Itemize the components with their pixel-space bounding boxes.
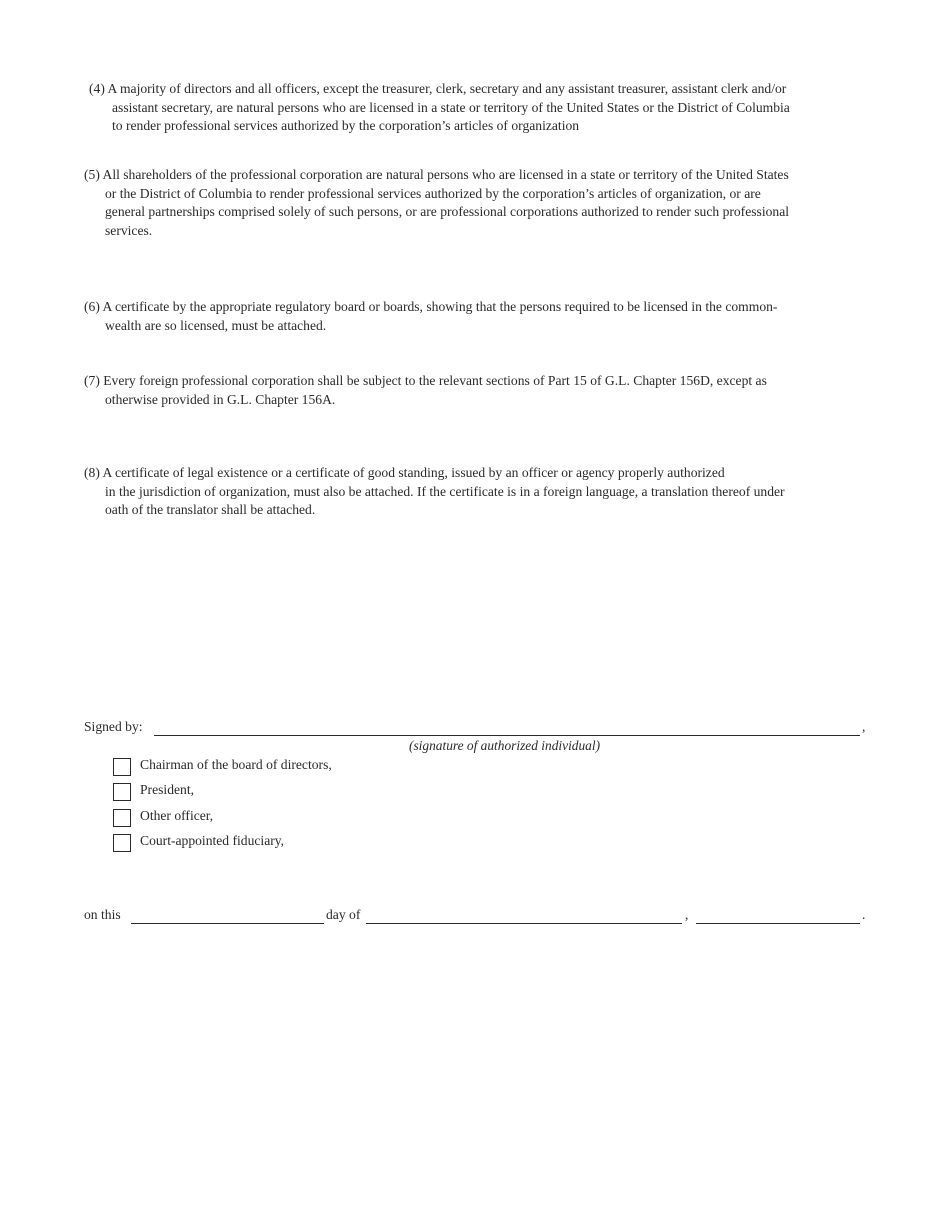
- signed-by-label: Signed by:: [84, 719, 143, 734]
- provision-line: general partnerships comprised solely of such persons, or are professional corporations authorized to render such professional: [105, 204, 790, 220]
- provision-8: [84, 464, 785, 520]
- signature-trailing-comma: ,: [862, 719, 866, 734]
- provision-7: [84, 372, 767, 409]
- provision-6: [84, 298, 777, 335]
- date-comma: ,: [685, 907, 689, 922]
- chairman-checkbox[interactable]: [113, 758, 131, 776]
- provision-line: wealth are so licensed, must be attached.: [105, 317, 327, 333]
- provision-4: [89, 80, 790, 136]
- other-officer-checkbox[interactable]: [113, 809, 131, 827]
- provision-line: otherwise provided in G.L. Chapter 156A.: [105, 391, 336, 407]
- provision-line: in the jurisdiction of organization, must also be attached. If the certificate is in a foreign language, a translation thereof under: [105, 483, 785, 499]
- president-checkbox[interactable]: [113, 783, 131, 801]
- day-of-label: day of: [326, 907, 361, 922]
- month-field[interactable]: [366, 923, 682, 924]
- capacity-label: Court-appointed fiduciary,: [140, 833, 285, 848]
- fiduciary-checkbox[interactable]: [113, 834, 131, 852]
- provision-line: oath of the translator shall be attached.: [105, 502, 316, 518]
- signature-caption: (signature of authorized individual): [409, 738, 601, 753]
- provision-line: to render professional services authorized by the corporation’s articles of organization: [112, 118, 580, 134]
- provision-line: services.: [105, 222, 153, 238]
- provision-line: (6) A certificate by the appropriate regulatory board or boards, showing that the persons required to be licensed in the common-: [84, 299, 778, 314]
- provision-line: (4) A majority of directors and all officers, except the treasurer, clerk, secretary and any assistant treasurer, assistant clerk and/or: [89, 81, 787, 96]
- provision-line: (8) A certificate of legal existence or a certificate of good standing, issued by an officer or agency properly authorized: [84, 465, 725, 480]
- signature-row: [84, 719, 868, 739]
- capacity-label: President,: [140, 782, 194, 797]
- signature-field[interactable]: [154, 735, 860, 736]
- date-row: [84, 907, 868, 927]
- date-period: .: [862, 907, 866, 922]
- provision-line: or the District of Columbia to render professional services authorized by the corporation’s articles of organization, or are: [105, 185, 761, 201]
- provision-line: (7) Every foreign professional corporation shall be subject to the relevant sections of Part 15 of G.L. Chapter 156D, except as: [84, 373, 767, 388]
- date-prefix-label: on this: [84, 907, 121, 922]
- year-field[interactable]: [696, 923, 860, 924]
- capacity-label: Chairman of the board of directors,: [140, 757, 332, 772]
- day-field[interactable]: [131, 923, 324, 924]
- provision-line: assistant secretary, are natural persons who are licensed in a state or territory of the United States or the District of Columbia: [112, 99, 790, 115]
- capacity-label: Other officer,: [140, 808, 214, 823]
- provision-line: (5) All shareholders of the professional corporation are natural persons who are licensed in a state or territory of the United States: [84, 167, 789, 182]
- provision-5: [84, 166, 789, 240]
